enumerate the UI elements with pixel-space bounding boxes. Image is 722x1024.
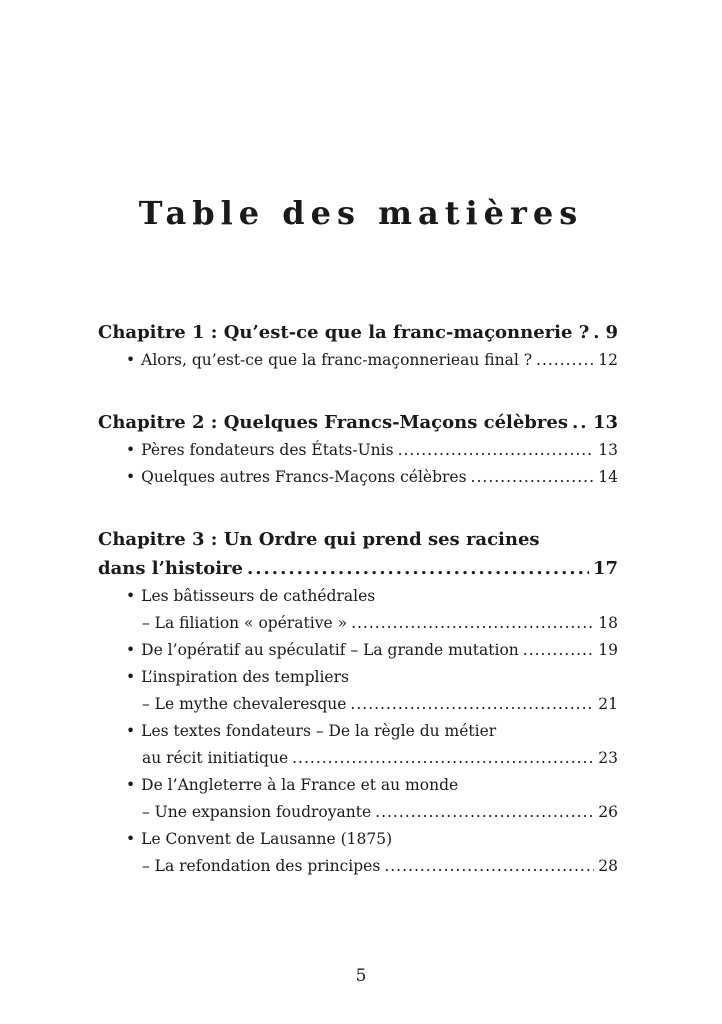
dot-leader xyxy=(350,691,594,718)
dot-leader xyxy=(247,554,589,583)
entry-page-number: 26 xyxy=(598,803,618,821)
toc-entry[interactable] xyxy=(126,772,618,826)
entry-page-number: 21 xyxy=(598,695,618,713)
entry-text: Pères fondateurs des États-Unis xyxy=(141,441,394,459)
chapter-page-number: 13 xyxy=(592,412,618,433)
dot-leader xyxy=(351,610,594,637)
toc-entry[interactable] xyxy=(126,664,618,718)
dot-leader xyxy=(375,799,594,826)
entry-text: – Le mythe chevaleresque xyxy=(142,695,347,713)
bullet-icon: • xyxy=(126,351,136,369)
entry-text: Le Convent de Lausanne (1875) xyxy=(141,830,393,848)
entry-text: – La refondation des principes xyxy=(142,857,381,875)
chapter-title-text: Chapitre 3 : Un Ordre qui prend ses racines xyxy=(98,529,540,550)
page-title: Table des matières xyxy=(138,194,584,232)
entry-text: De l’Angleterre à la France et au monde xyxy=(141,776,459,794)
entry-text: au récit initiatique xyxy=(142,749,289,767)
toc-entry[interactable] xyxy=(126,464,618,491)
entry-page-number: 23 xyxy=(598,749,618,767)
chapter-title[interactable] xyxy=(98,318,618,347)
toc-entry[interactable] xyxy=(126,347,618,374)
chapter-page-number: 17 xyxy=(592,558,618,579)
bullet-icon: • xyxy=(126,776,136,794)
toc-entry[interactable] xyxy=(126,583,618,637)
dot-leader xyxy=(572,408,589,437)
chapter-title-text: Chapitre 1 : Qu’est-ce que la franc-maçonnerie ? xyxy=(98,322,590,343)
dot-leader xyxy=(471,464,595,491)
bullet-icon: • xyxy=(126,468,136,486)
dot-leader xyxy=(536,347,594,374)
dot-leader xyxy=(523,637,594,664)
toc-entry[interactable] xyxy=(126,826,618,880)
chapter-2 xyxy=(98,408,618,491)
chapter-title[interactable] xyxy=(98,408,618,437)
entry-text: Alors, qu’est-ce que la franc-maçonnerieau final ? xyxy=(141,351,533,369)
bullet-icon: • xyxy=(126,668,136,686)
table-of-contents xyxy=(98,318,618,914)
dot-leader xyxy=(292,745,594,772)
chapter-3 xyxy=(98,525,618,880)
toc-entry[interactable] xyxy=(126,637,618,664)
dot-leader xyxy=(593,318,601,347)
chapter-title[interactable] xyxy=(98,554,618,583)
toc-entry[interactable] xyxy=(126,718,618,772)
bullet-icon: • xyxy=(126,722,136,740)
entry-page-number: 12 xyxy=(598,351,618,369)
entry-text: Les textes fondateurs – De la règle du métier xyxy=(141,722,497,740)
chapter-1 xyxy=(98,318,618,374)
entry-text: – Une expansion foudroyante xyxy=(142,803,372,821)
entry-text: Quelques autres Francs-Maçons célèbres xyxy=(141,468,467,486)
bullet-icon: • xyxy=(126,441,136,459)
chapter-title-text: dans l’histoire xyxy=(98,558,243,579)
bullet-icon: • xyxy=(126,587,136,605)
chapter-title[interactable] xyxy=(98,525,618,554)
entry-page-number: 13 xyxy=(598,441,618,459)
bullet-icon: • xyxy=(126,830,136,848)
entry-page-number: 14 xyxy=(598,468,618,486)
entry-text: Les bâtisseurs de cathédrales xyxy=(141,587,376,605)
entry-text: L’inspiration des templiers xyxy=(141,668,349,686)
entry-page-number: 18 xyxy=(598,614,618,632)
chapter-title-text: Chapitre 2 : Quelques Francs-Maçons célèbres xyxy=(98,412,568,433)
entry-text: – La filiation « opérative » xyxy=(142,614,348,632)
dot-leader xyxy=(398,437,595,464)
entry-text: De l’opératif au spéculatif – La grande mutation xyxy=(141,641,519,659)
entry-page-number: 19 xyxy=(598,641,618,659)
dot-leader xyxy=(384,853,594,880)
chapter-page-number: 9 xyxy=(605,322,618,343)
toc-entry[interactable] xyxy=(126,437,618,464)
bullet-icon: • xyxy=(126,641,136,659)
entry-page-number: 28 xyxy=(598,857,618,875)
page-number: 5 xyxy=(355,966,367,986)
